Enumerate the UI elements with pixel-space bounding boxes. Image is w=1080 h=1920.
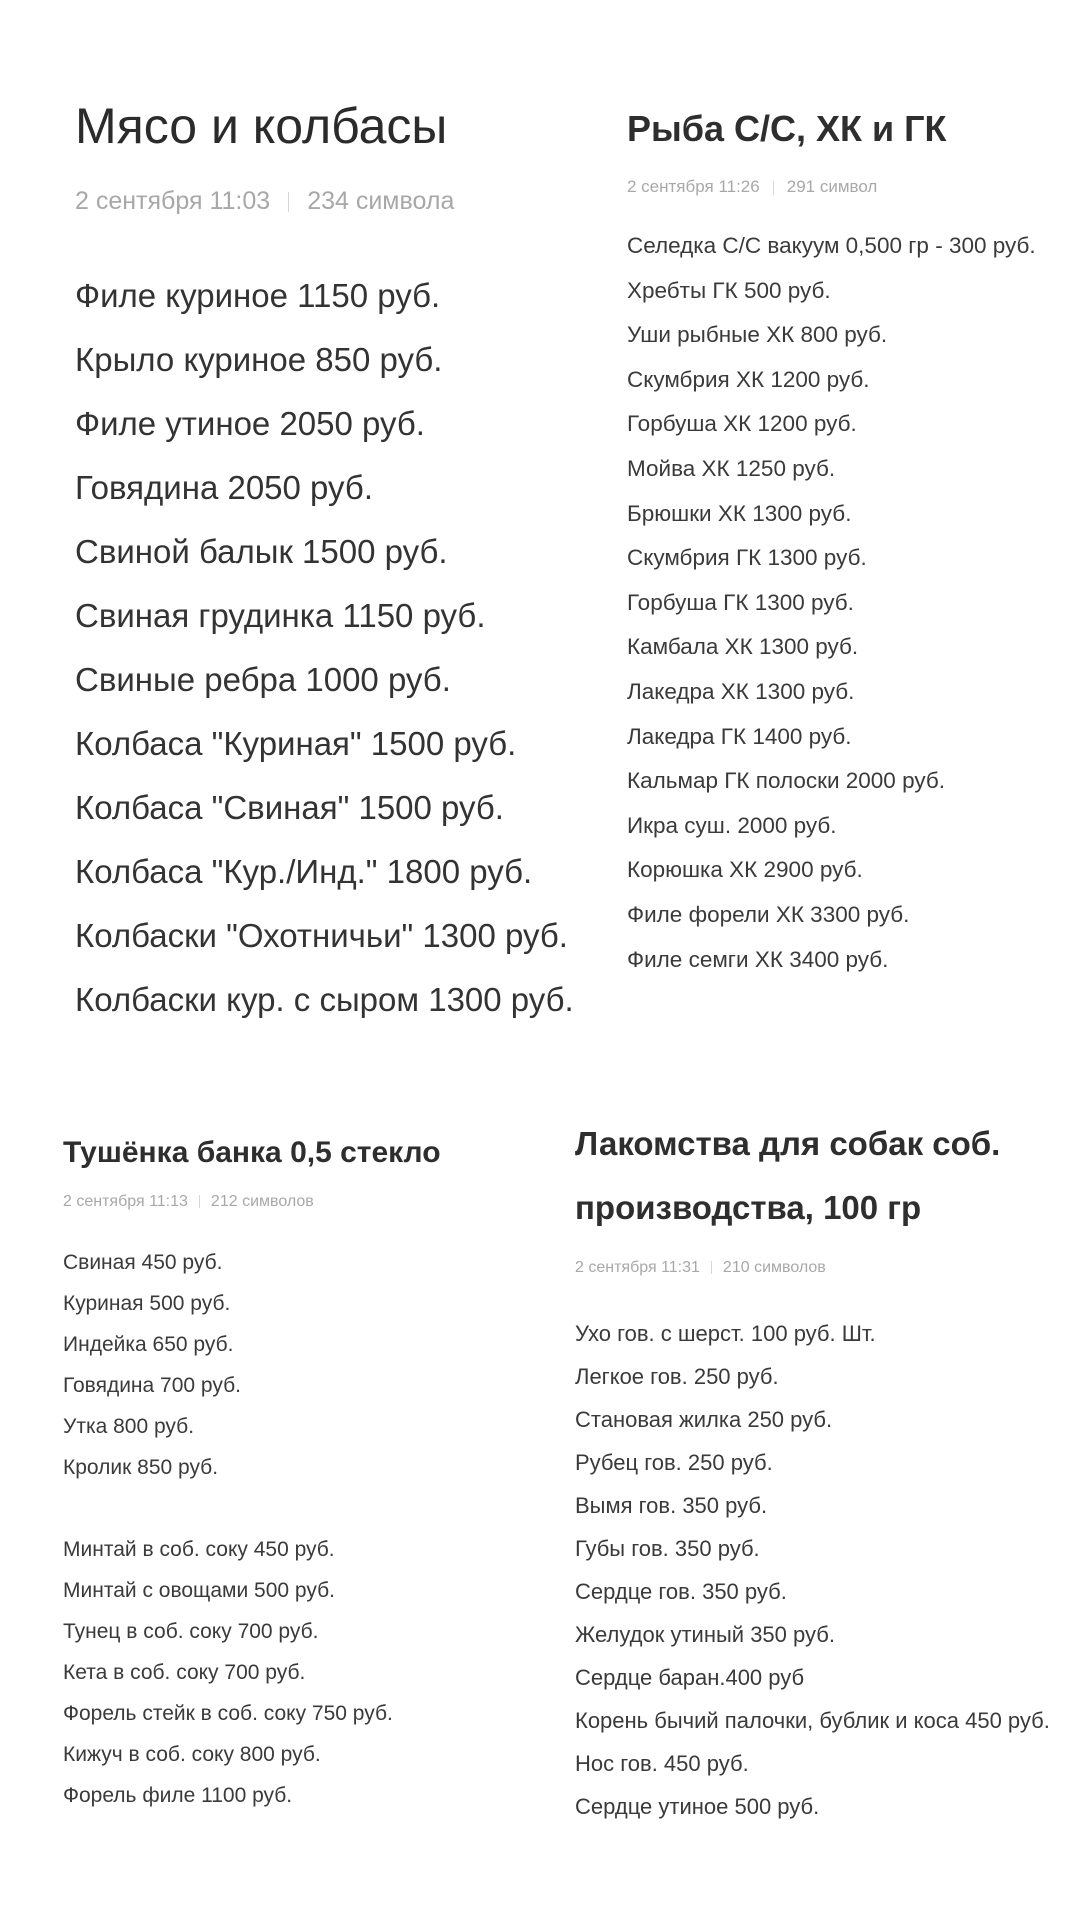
list-item: Свиная 450 руб. <box>63 1251 223 1274</box>
list-item: Колбаса "Куриная" 1500 руб. <box>75 725 517 762</box>
note-card-dog-treats[interactable] <box>575 1112 1055 1828</box>
list-item: Куриная 500 руб. <box>63 1292 231 1315</box>
list-item: Свиная грудинка 1150 руб. <box>75 597 486 634</box>
note-title: Тушёнка банка 0,5 стекло <box>63 1136 441 1169</box>
note-card-canned[interactable] <box>63 1132 533 1816</box>
list-item: Минтай в соб. соку 450 руб. <box>63 1538 335 1561</box>
meta-divider <box>199 1195 200 1208</box>
meta-divider <box>288 192 289 212</box>
list-item: Уши рыбные ХК 800 руб. <box>627 322 888 348</box>
list-item: Легкое гов. 250 руб. <box>575 1364 779 1389</box>
list-item: Говядина 700 руб. <box>63 1374 241 1397</box>
note-date: 2 сентября 11:13 <box>63 1193 188 1210</box>
meta-divider <box>773 181 774 195</box>
list-item: Рубец гов. 250 руб. <box>575 1450 773 1475</box>
list-item: Корюшка ХК 2900 руб. <box>627 857 863 883</box>
list-item: Утка 800 руб. <box>63 1415 195 1438</box>
list-item: Тунец в соб. соку 700 руб. <box>63 1620 319 1643</box>
list-item: Колбаса "Свиная" 1500 руб. <box>75 789 504 826</box>
list-item: Губы гов. 350 руб. <box>575 1536 760 1561</box>
list-item: Кальмар ГК полоски 2000 руб. <box>627 768 945 794</box>
list-item: Скумбрия ХК 1200 руб. <box>627 366 870 392</box>
list-item: Кролик 850 руб. <box>63 1456 219 1479</box>
note-meta <box>575 1258 1055 1278</box>
note-date: 2 сентября 11:03 <box>75 187 271 215</box>
note-item-list <box>575 1312 1055 1828</box>
list-item: Лакедра ГК 1400 руб. <box>627 723 852 749</box>
note-title: Лакомства для собак соб. производства, 100 гр <box>575 1125 1001 1226</box>
list-item: Кета в соб. соку 700 руб. <box>63 1661 306 1684</box>
list-item: Форель филе 1100 руб. <box>63 1784 293 1807</box>
note-date: 2 сентября 11:26 <box>627 177 760 196</box>
list-item: Скумбрия ГК 1300 руб. <box>627 545 867 571</box>
note-meta <box>75 186 595 216</box>
note-meta <box>63 1192 533 1212</box>
note-card-fish[interactable] <box>627 106 1080 982</box>
list-item: Камбала ХК 1300 руб. <box>627 634 859 660</box>
list-item: Минтай с овощами 500 руб. <box>63 1579 335 1602</box>
list-item: Сердце утиное 500 руб. <box>575 1794 820 1819</box>
list-item: Колбаса "Кур./Инд." 1800 руб. <box>75 853 533 890</box>
list-item: Филе семги ХК 3400 руб. <box>627 946 889 972</box>
list-item: Вымя гов. 350 руб. <box>575 1493 768 1518</box>
list-item: Корень бычий палочки, бублик и коса 450 руб. <box>575 1708 1050 1733</box>
note-card-meat[interactable] <box>75 96 595 1032</box>
list-item: Ухо гов. с шерст. 100 руб. Шт. <box>575 1321 876 1346</box>
note-char-count: 291 символ <box>786 177 878 196</box>
list-item: Мойва ХК 1250 руб. <box>627 455 836 481</box>
list-item: Филе утиное 2050 руб. <box>75 405 425 442</box>
list-item: Индейка 650 руб. <box>63 1333 234 1356</box>
note-item-list <box>75 264 595 1032</box>
list-item: Селедка С/С вакуум 0,500 гр - 300 руб. <box>627 233 1036 258</box>
note-meta <box>627 176 1080 198</box>
list-item: Хребты ГК 500 руб. <box>627 277 831 303</box>
note-title: Мясо и колбасы <box>75 98 448 154</box>
meta-divider <box>711 1261 712 1274</box>
list-item: Колбаски кур. с сыром 1300 руб. <box>75 981 574 1018</box>
list-item: Нос гов. 450 руб. <box>575 1751 749 1776</box>
list-item: Свиные ребра 1000 руб. <box>75 661 451 698</box>
list-item: Икра суш. 2000 руб. <box>627 812 837 838</box>
list-item: Горбуша ХК 1200 руб. <box>627 411 857 437</box>
list-item: Лакедра ХК 1300 руб. <box>627 678 855 704</box>
note-char-count: 210 символов <box>722 1259 826 1276</box>
list-item: Сердце гов. 350 руб. <box>575 1579 787 1604</box>
list-item: Колбаски "Охотничьи" 1300 руб. <box>75 917 568 954</box>
list-item: Говядина 2050 руб. <box>75 469 373 506</box>
list-item: Становая жилка 250 руб. <box>575 1407 833 1432</box>
list-item: Горбуша ГК 1300 руб. <box>627 589 854 615</box>
note-item-list-meat <box>63 1242 533 1488</box>
list-item: Желудок утиный 350 руб. <box>575 1622 835 1647</box>
note-date: 2 сентября 11:31 <box>575 1259 700 1276</box>
note-char-count: 234 символа <box>307 187 455 215</box>
list-item: Форель стейк в соб. соку 750 руб. <box>63 1702 393 1725</box>
note-item-list-fish <box>63 1529 533 1816</box>
list-item: Брюшки ХК 1300 руб. <box>627 500 852 526</box>
note-char-count: 212 символов <box>210 1193 314 1210</box>
list-item: Филе куриное 1150 руб. <box>75 277 441 314</box>
list-item: Крыло куриное 850 руб. <box>75 341 443 378</box>
note-title: Рыба С/С, ХК и ГК <box>627 108 947 149</box>
note-item-list <box>627 224 1080 982</box>
list-item: Филе форели ХК 3300 руб. <box>627 901 910 927</box>
list-item: Кижуч в соб. соку 800 руб. <box>63 1743 321 1766</box>
list-item: Свиной балык 1500 руб. <box>75 533 448 570</box>
list-item: Сердце баран.400 руб <box>575 1665 805 1690</box>
